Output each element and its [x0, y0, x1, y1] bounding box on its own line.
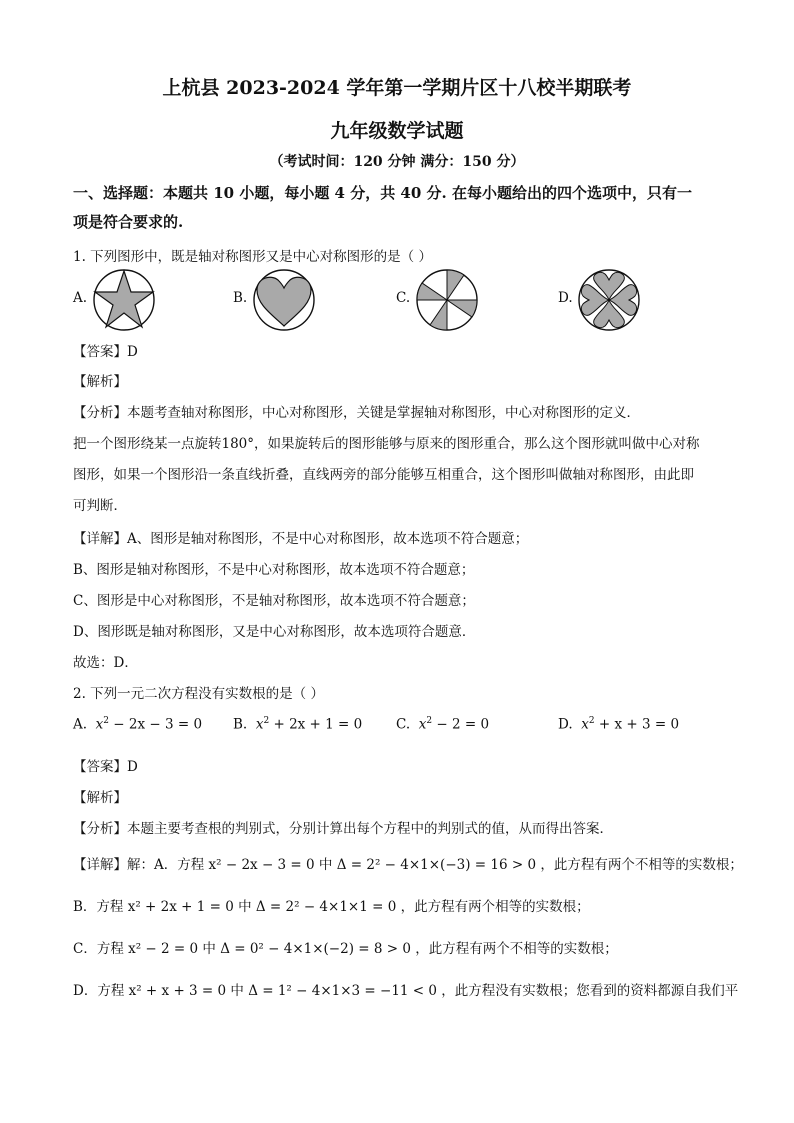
analysis-tag-2: 【解析】 — [73, 790, 127, 806]
section-heading-cont: 项是符合要求的. — [73, 213, 184, 231]
question-1-options — [73, 268, 733, 332]
option-a: A. $x^2 - 2x - 3 = 0$ — [73, 716, 203, 733]
four-hearts-in-circle-icon — [576, 268, 642, 332]
detail-2-a: 【详解】解：A．方程 x² − 2x − 3 = 0 中 Δ = 2² − 4×1×(−3) = 16 > 0 ，此方程有两个不相等的实数根； — [73, 857, 743, 873]
exam-subtitle: 九年级数学试题 — [330, 120, 464, 142]
question-2-stem: 2. 下列一元二次方程没有实数根的是（ ） — [73, 686, 324, 702]
option-d: D. $x^2 + x + 3 = 0$ — [558, 716, 680, 733]
option-label: D. — [558, 290, 573, 306]
analysis-1-line-2: 把一个图形绕某一点旋转180°，如果旋转后的图形能够与原来的图形重合，那么这个图形就叫做中心对称 — [73, 436, 700, 452]
analysis-1-line-4: 可判断． — [73, 498, 127, 514]
heart-in-circle-icon — [251, 268, 317, 332]
exam-title: 上杭县 2023-2024 学年第一学期片区十八校半期联考 — [162, 77, 632, 99]
pinwheel-in-circle-icon — [414, 268, 480, 332]
analysis-2: 【分析】本题主要考查根的判别式，分别计算出每个方程中的判别式的值，从而得出答案． — [73, 821, 613, 837]
detail-1-c: C、图形是中心对称图形，不是轴对称图形，故本选项不符合题意； — [73, 593, 475, 609]
star-in-circle-icon — [91, 268, 157, 332]
detail-2-d: D．方程 x² + x + 3 = 0 中 Δ = 1² − 4×1×3 = −11 < 0 ，此方程没有实数根；您看到的资料都源自我们平 — [73, 983, 739, 999]
section-heading: 一、选择题：本题共 10 小题，每小题 4 分，共 40 分. 在每小题给出的四个选项中，只有一 — [73, 184, 692, 202]
choice-1: 故选：D． — [73, 655, 138, 671]
option-b: B. $x^2 + 2x + 1 = 0$ — [233, 716, 363, 733]
detail-2-c: C．方程 x² − 2 = 0 中 Δ = 0² − 4×1×(−2) = 8 > 0 ，此方程有两个不相等的实数根； — [73, 941, 618, 957]
exam-info: （考试时间：120 分钟 满分：150 分） — [269, 154, 525, 170]
analysis-1-line-3: 图形，如果一个图形沿一条直线折叠，直线两旁的部分能够互相重合，这个图形叫做轴对称图形，由此即 — [73, 467, 694, 483]
detail-1-d: D、图形既是轴对称图形，又是中心对称图形，故本选项符合题意． — [73, 624, 476, 640]
analysis-tag-1: 【解析】 — [73, 374, 127, 390]
option-label: A. — [73, 290, 88, 306]
analysis-1-line-1: 【分析】本题考查轴对称图形，中心对称图形，关键是掌握轴对称图形，中心对称图形的定义． — [73, 405, 640, 421]
option-label: C. — [396, 290, 411, 306]
answer-2: 【答案】D — [73, 759, 138, 775]
detail-1-b: B、图形是轴对称图形，不是中心对称图形，故本选项不符合题意； — [73, 562, 475, 578]
detail-1-a: 【详解】A、图形是轴对称图形，不是中心对称图形，故本选项不符合题意； — [73, 531, 529, 547]
question-1-stem: 1. 下列图形中，既是轴对称图形又是中心对称图形的是（ ） — [73, 249, 432, 265]
answer-1: 【答案】D — [73, 344, 138, 360]
option-label: B. — [233, 290, 248, 306]
option-c: C. $x^2 - 2 = 0$ — [396, 716, 490, 733]
detail-2-b: B．方程 x² + 2x + 1 = 0 中 Δ = 2² − 4×1×1 = 0 ，此方程有两个相等的实数根； — [73, 899, 590, 915]
